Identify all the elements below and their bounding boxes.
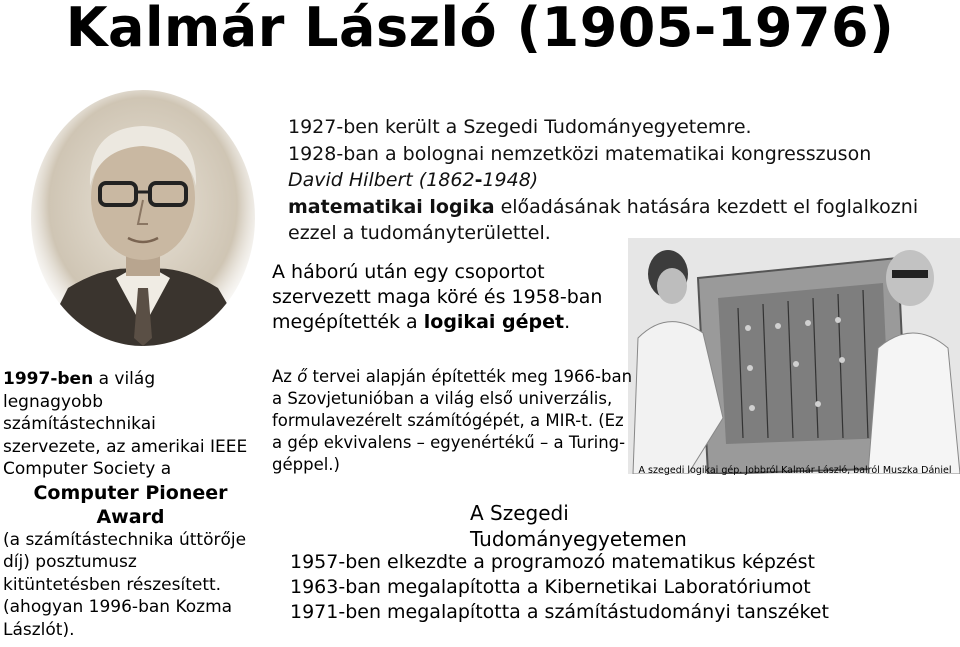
award-year: 1997-ben [3, 369, 94, 389]
milestone-item: 1971-ben megalapította a számítástudományi tanszéket [290, 601, 829, 623]
award-text-1 [3, 368, 258, 481]
logic-machine-photo [628, 238, 960, 474]
milestone-item: 1957-ben elkezdte a programozó matematikus képzést [290, 551, 815, 573]
portrait-photo [28, 88, 258, 348]
hilbert-name: David Hilbert (1862 [288, 169, 475, 191]
after-war-text-post: . [564, 311, 571, 333]
intro-line-3-text: előadásának hatására kezdett el foglalkozni ezzel a tudományterülettel. [288, 195, 919, 244]
szeged-heading-line-2: Tudományegyetemen [470, 527, 687, 551]
mir-text-pre: Az [272, 367, 298, 386]
mir-text [272, 366, 634, 476]
award-name-line-2: Award [96, 505, 165, 528]
mir-text-post: tervei alapján építették meg 1966-ban a Szovjetunióban a világ első univerzális, formulavezérelt számítógépét, a MIR-t. (Ez a gép ekvivalens – egyenértékű – a Turing-géppel.) [272, 367, 633, 474]
hilbert-year: 1948) [482, 169, 539, 191]
intro-line-2-text: 1928-ban a bolognai nemzetközi matematikai kongresszuson [288, 142, 872, 165]
intro-line-2 [288, 141, 928, 194]
intro-line-1: 1927-ben került a Szegedi Tudományegyetemre. [288, 116, 752, 138]
award-paragraph [3, 368, 258, 641]
milestone-list [290, 550, 950, 625]
award-name-line-1: Computer Pioneer [33, 481, 228, 504]
milestone-item: 1963-ban megalapította a Kibernetikai Laboratóriumot [290, 576, 811, 598]
after-war-text [272, 260, 632, 335]
logic-machine-term: logikai gépet [423, 311, 565, 333]
szeged-heading [470, 500, 730, 552]
mir-paragraph [272, 366, 634, 476]
mir-pronoun: ő [297, 367, 308, 386]
page-title: Kalmár László (1905-1976) [65, 0, 895, 59]
award-text-2: (a számítástechnika úttörője díj) posztumusz kitüntetésben részesített. (ahogyan 1996-ban Kozma Lászlót). [3, 529, 247, 640]
szeged-heading-line-1: A Szegedi [470, 501, 569, 525]
logic-term: matematikai logika [288, 195, 495, 218]
award-text-1-rest: a világ legnagyobb számítástechnikai szervezete, az amerikai IEEE Computer Society a [3, 369, 248, 479]
after-war-paragraph [272, 260, 632, 335]
hilbert-dash: - [474, 169, 483, 191]
after-war-text-pre: A háború után egy csoportot szervezett maga köré és 1958-ban megépítették a [272, 261, 603, 333]
photo-caption: A szegedi logikai gép. Jobbról Kalmár László, balról Muszka Dániel [638, 465, 952, 476]
intro-paragraph [288, 114, 928, 247]
